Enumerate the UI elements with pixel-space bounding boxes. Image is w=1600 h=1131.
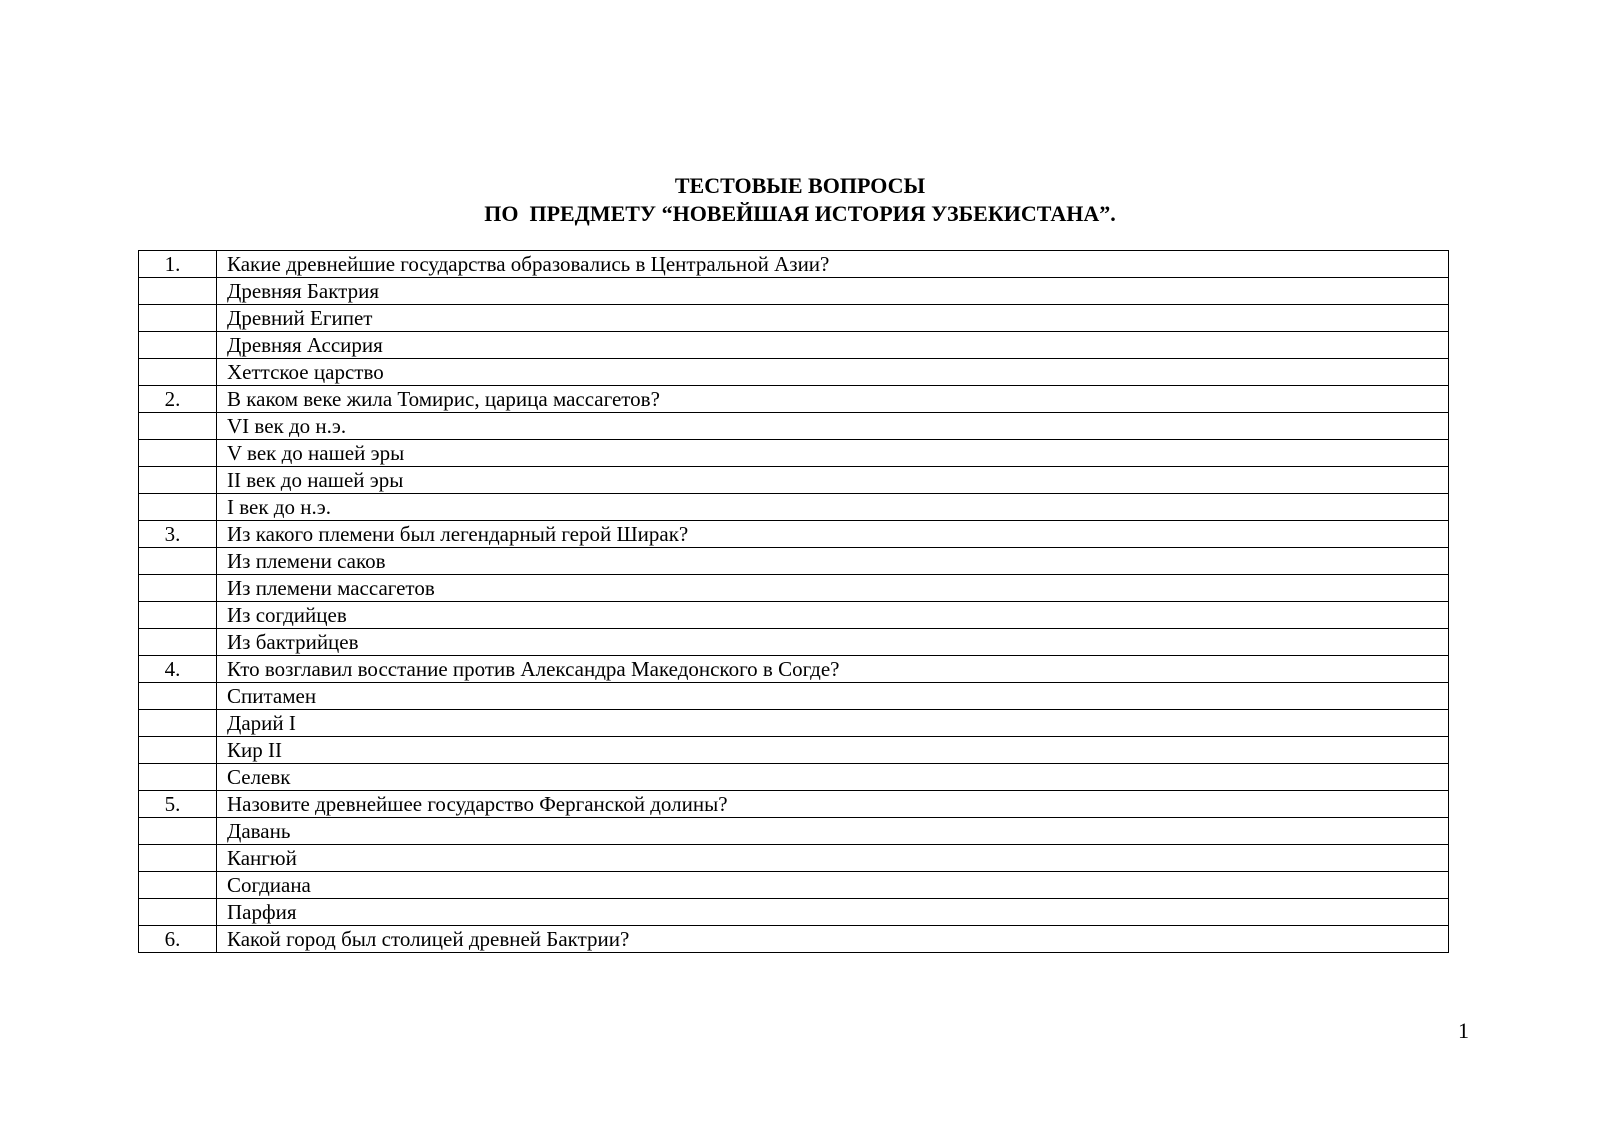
empty-number-cell xyxy=(139,359,217,386)
empty-number-cell xyxy=(139,629,217,656)
empty-number-cell xyxy=(139,332,217,359)
empty-number-cell xyxy=(139,548,217,575)
question-text: Из какого племени был легендарный герой Ширак? xyxy=(217,521,1449,548)
empty-number-cell xyxy=(139,899,217,926)
empty-number-cell xyxy=(139,305,217,332)
answer-row xyxy=(139,278,1449,305)
answer-text: Из племени массагетов xyxy=(217,575,1449,602)
answer-text: Из бактрийцев xyxy=(217,629,1449,656)
empty-number-cell xyxy=(139,818,217,845)
question-number: 1. xyxy=(139,251,217,278)
question-text: Назовите древнейшее государство Ферганской долины? xyxy=(217,791,1449,818)
question-text: Какие древнейшие государства образовались в Центральной Азии? xyxy=(217,251,1449,278)
empty-number-cell xyxy=(139,440,217,467)
answer-text: Кангюй xyxy=(217,845,1449,872)
empty-number-cell xyxy=(139,413,217,440)
answer-row xyxy=(139,737,1449,764)
answer-text: VI век до н.э. xyxy=(217,413,1449,440)
answer-row xyxy=(139,710,1449,737)
answer-row xyxy=(139,440,1449,467)
answer-row xyxy=(139,413,1449,440)
answer-text: I век до н.э. xyxy=(217,494,1449,521)
answer-text: Спитамен xyxy=(217,683,1449,710)
question-number: 3. xyxy=(139,521,217,548)
answer-text: Давань xyxy=(217,818,1449,845)
question-row xyxy=(139,791,1449,818)
answer-text: Древняя Бактрия xyxy=(217,278,1449,305)
empty-number-cell xyxy=(139,710,217,737)
page-title xyxy=(0,172,1600,228)
answer-row xyxy=(139,683,1449,710)
questions-table xyxy=(138,250,1449,953)
answer-text: Древняя Ассирия xyxy=(217,332,1449,359)
answer-row xyxy=(139,305,1449,332)
answer-row xyxy=(139,359,1449,386)
answer-row xyxy=(139,872,1449,899)
empty-number-cell xyxy=(139,575,217,602)
answer-text: Селевк xyxy=(217,764,1449,791)
answer-text: Из согдийцев xyxy=(217,602,1449,629)
empty-number-cell xyxy=(139,494,217,521)
answer-row xyxy=(139,575,1449,602)
answer-row xyxy=(139,629,1449,656)
question-number: 6. xyxy=(139,926,217,953)
empty-number-cell xyxy=(139,683,217,710)
question-text: Кто возглавил восстание против Александра Македонского в Согде? xyxy=(217,656,1449,683)
question-row xyxy=(139,926,1449,953)
answer-text: Дарий I xyxy=(217,710,1449,737)
question-number: 5. xyxy=(139,791,217,818)
answer-row xyxy=(139,845,1449,872)
question-number: 2. xyxy=(139,386,217,413)
question-row xyxy=(139,521,1449,548)
page-number: 1 xyxy=(1458,1018,1469,1043)
answer-row xyxy=(139,818,1449,845)
answer-row xyxy=(139,332,1449,359)
answer-text: Согдиана xyxy=(217,872,1449,899)
answer-row xyxy=(139,494,1449,521)
answer-text: Хеттское царство xyxy=(217,359,1449,386)
answer-row xyxy=(139,467,1449,494)
question-row xyxy=(139,656,1449,683)
question-text: Какой город был столицей древней Бактрии? xyxy=(217,926,1449,953)
question-row xyxy=(139,386,1449,413)
answer-row xyxy=(139,548,1449,575)
answer-text: Из племени саков xyxy=(217,548,1449,575)
empty-number-cell xyxy=(139,845,217,872)
answer-text: V век до нашей эры xyxy=(217,440,1449,467)
question-number: 4. xyxy=(139,656,217,683)
empty-number-cell xyxy=(139,872,217,899)
empty-number-cell xyxy=(139,737,217,764)
answer-text: Кир II xyxy=(217,737,1449,764)
title-line-2: ПО ПРЕДМЕТУ “НОВЕЙШАЯ ИСТОРИЯ УЗБЕКИСТАНА”. xyxy=(484,201,1116,226)
answer-text: Древний Египет xyxy=(217,305,1449,332)
answer-row xyxy=(139,764,1449,791)
answer-text: Парфия xyxy=(217,899,1449,926)
title-line-1: ТЕСТОВЫЕ ВОПРОСЫ xyxy=(674,173,926,198)
empty-number-cell xyxy=(139,602,217,629)
empty-number-cell xyxy=(139,764,217,791)
answer-row xyxy=(139,602,1449,629)
question-text: В каком веке жила Томирис, царица массагетов? xyxy=(217,386,1449,413)
empty-number-cell xyxy=(139,278,217,305)
answer-text: II век до нашей эры xyxy=(217,467,1449,494)
question-row xyxy=(139,251,1449,278)
answer-row xyxy=(139,899,1449,926)
empty-number-cell xyxy=(139,467,217,494)
